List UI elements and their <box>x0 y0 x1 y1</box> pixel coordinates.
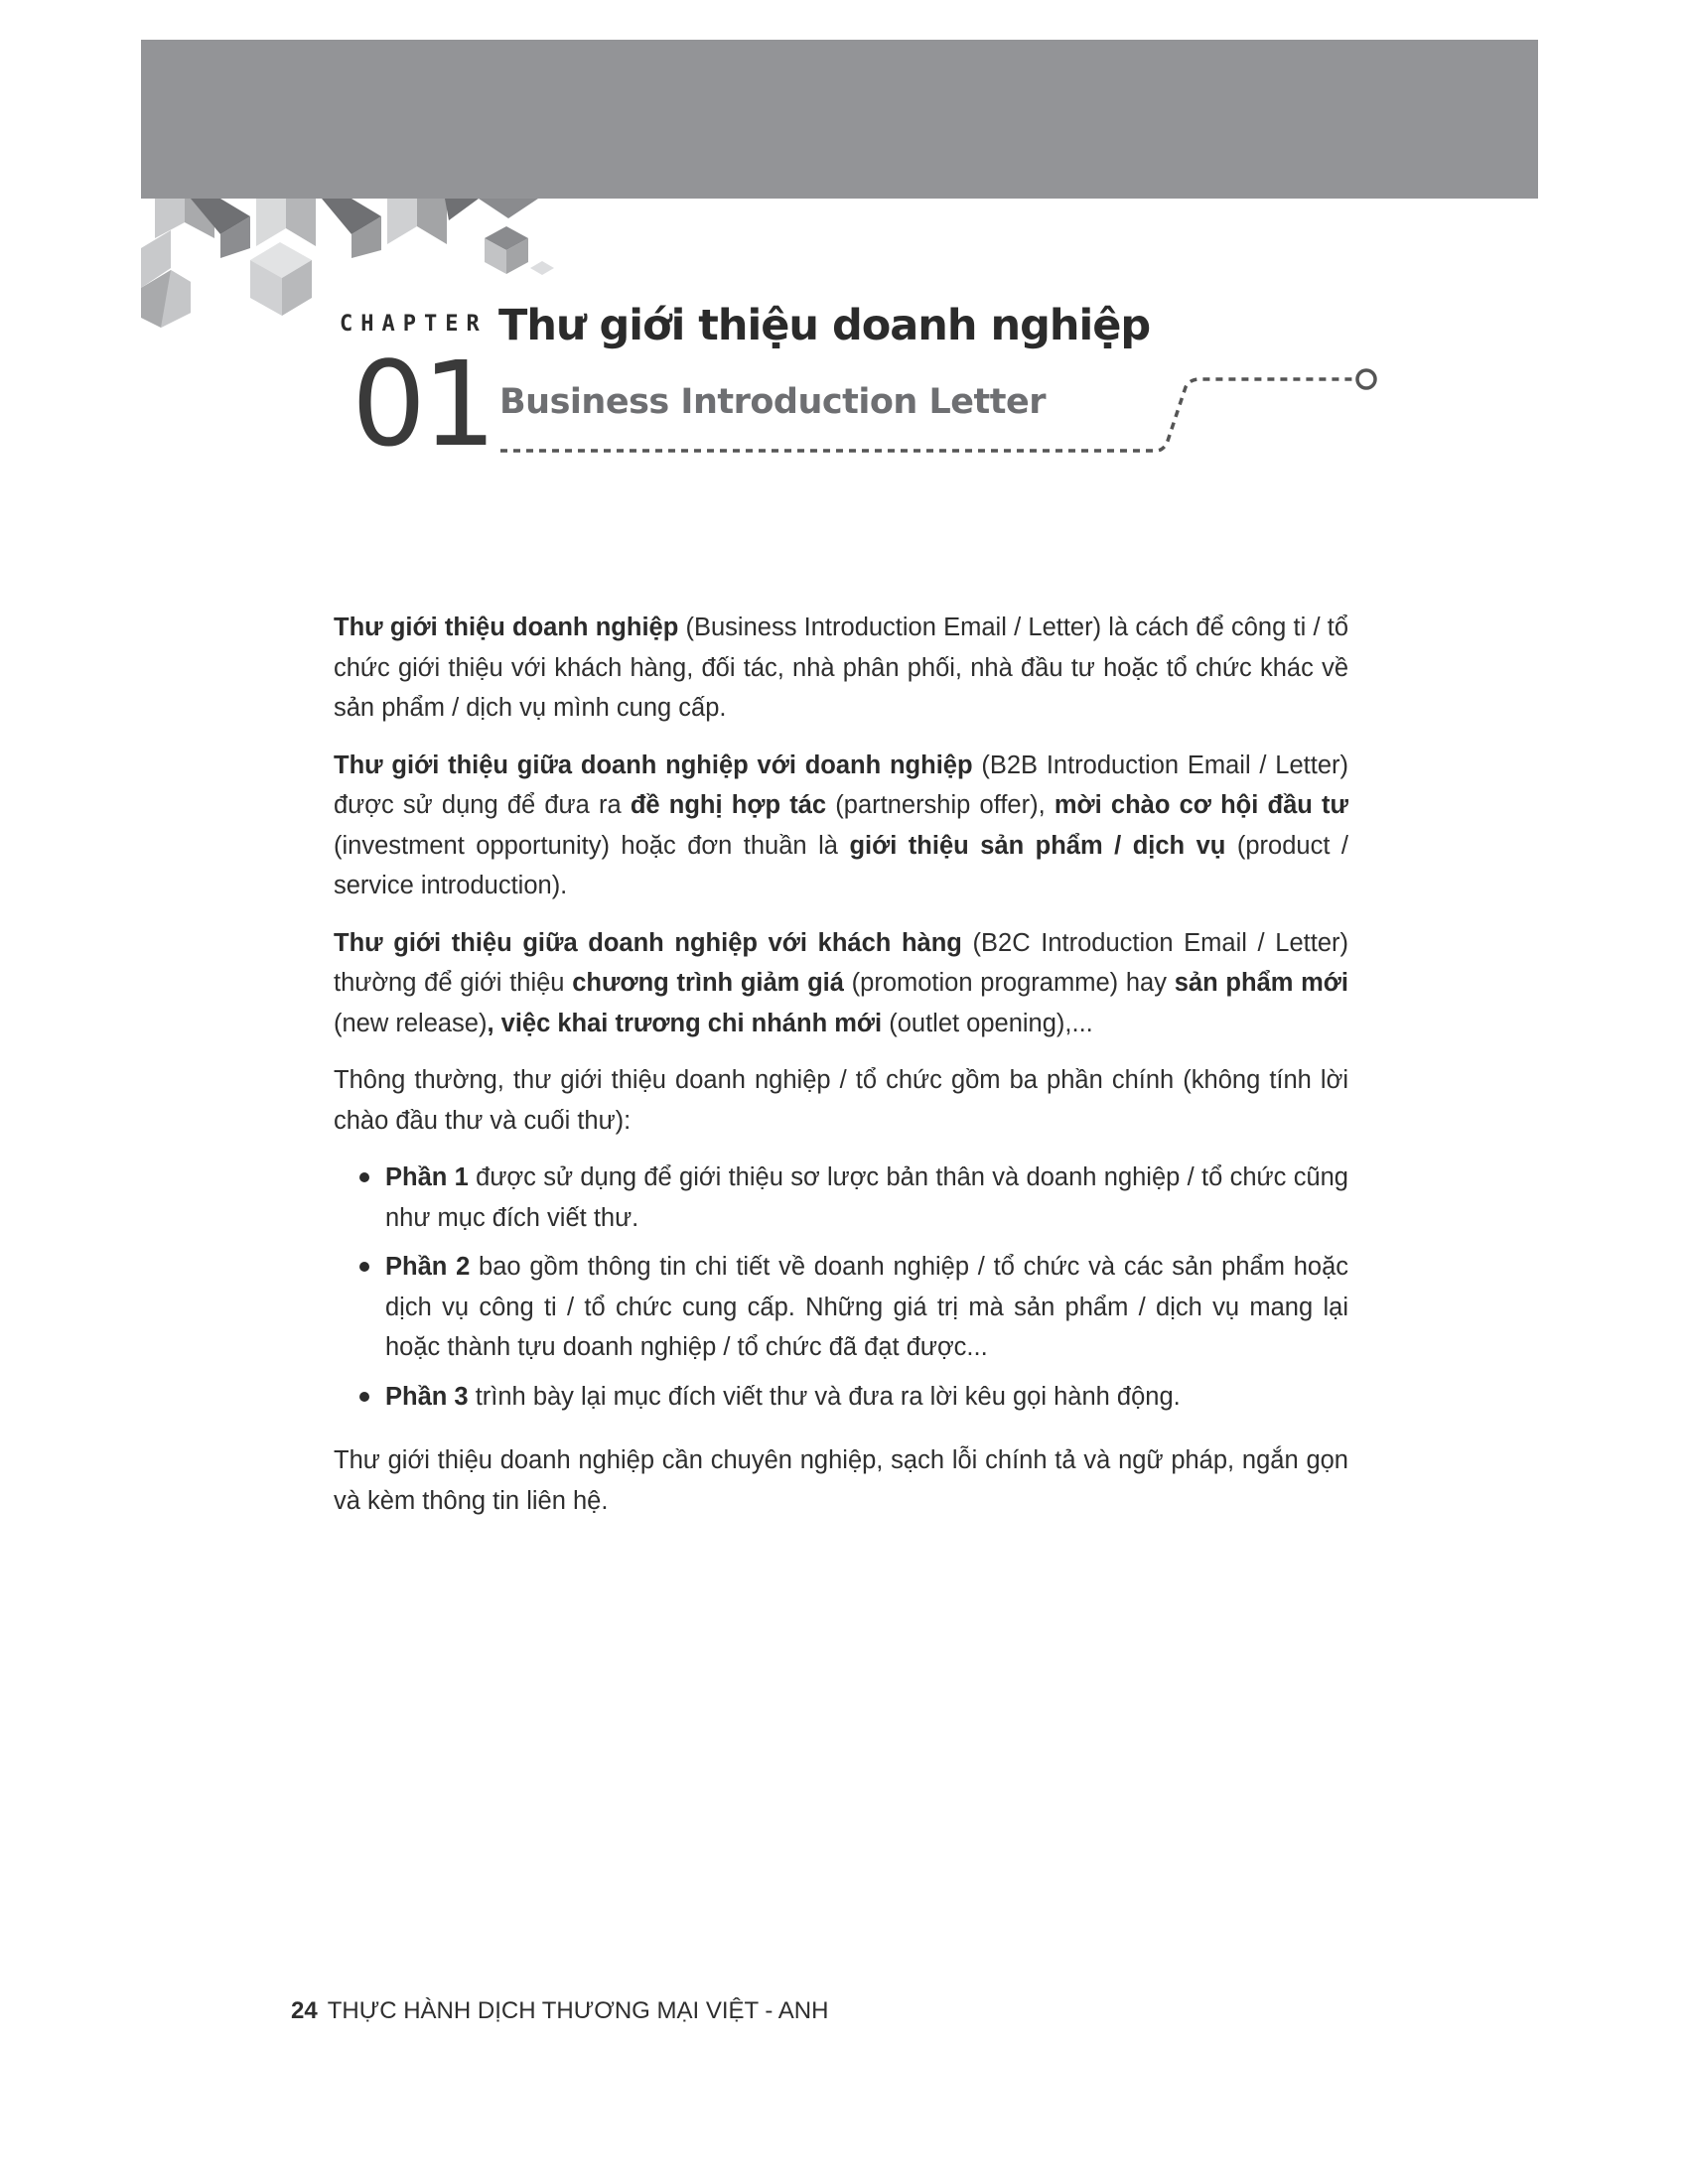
list-item-text: trình bày lại mục đích viết thư và đưa ra lời kêu gọi hành động. <box>468 1382 1181 1411</box>
bold-text: Thư giới thiệu giữa doanh nghiệp với doanh nghiệp <box>334 751 973 779</box>
chapter-title-vietnamese: Thư giới thiệu doanh nghiệp <box>498 301 1151 350</box>
chapter-number: 01 <box>352 336 493 473</box>
text-run: (product / service introduction). <box>334 831 1348 899</box>
main-content <box>334 608 1348 1538</box>
paragraph <box>334 1060 1348 1141</box>
parts-list <box>334 1158 1348 1417</box>
bold-text: Thư giới thiệu giữa doanh nghiệp với khách hàng <box>334 928 962 957</box>
book-title: THỰC HÀNH DỊCH THƯƠNG MẠI VIỆT - ANH <box>327 1997 829 2024</box>
list-item <box>385 1377 1348 1418</box>
closing-paragraph: Thư giới thiệu doanh nghiệp cần chuyên nghiệp, sạch lỗi chính tả và ngữ pháp, ngắn gọn và kèm thông tin liên hệ. <box>334 1446 1348 1515</box>
bold-text: mời chào cơ hội đầu tư <box>1054 791 1348 819</box>
list-item-label: Phần 3 <box>385 1382 469 1411</box>
text-run: (investment opportunity) hoặc đơn thuần là <box>334 831 850 860</box>
text-run: (partnership offer), <box>826 791 1055 819</box>
header-band <box>141 40 1538 199</box>
list-item <box>385 1247 1348 1368</box>
text-run: (outlet opening),... <box>882 1009 1093 1037</box>
paragraph <box>334 746 1348 906</box>
bold-text: Thư giới thiệu doanh nghiệp <box>334 614 679 641</box>
bold-text: chương trình giảm giá <box>572 969 844 997</box>
line-end-circle-icon <box>1357 370 1375 388</box>
bold-text: sản phẩm mới <box>1174 969 1348 997</box>
list-item <box>385 1158 1348 1238</box>
bold-text: đề nghị hợp tác <box>630 791 827 819</box>
text-run: Thông thường, thư giới thiệu doanh nghiệp / tổ chức gồm ba phần chính (không tính lời chào đầu thư và cuối thư): <box>334 1066 1348 1135</box>
list-item-text: được sử dụng để giới thiệu sơ lược bản thân và doanh nghiệp / tổ chức cũng như mục đích viết thư. <box>385 1163 1348 1232</box>
text-run: (new release) <box>334 1009 488 1037</box>
list-item-text: bao gồm thông tin chi tiết về doanh nghiệp / tổ chức và các sản phẩm hoặc dịch vụ công ti / tổ chức cung cấp. Những giá trị mà sản phẩm / dịch vụ mang lại hoặc thành tựu doanh nghiệp / tổ chức đã đạt được... <box>385 1253 1348 1361</box>
bold-text: giới thiệu sản phẩm / dịch vụ <box>849 831 1226 860</box>
text-run: (B2C Introduction Email / Letter) thường để giới thiệu <box>334 928 1348 997</box>
chapter-label: CHAPTER <box>340 312 488 337</box>
list-item-label: Phần 2 <box>385 1253 471 1281</box>
paragraph <box>334 923 1348 1044</box>
chapter-title-english: Business Introduction Letter <box>499 382 1046 422</box>
page-footer <box>291 1997 828 2025</box>
text-run: (B2B Introduction Email / Letter) được sử dụng để đưa ra <box>334 751 1349 819</box>
dotted-line-decoration <box>496 357 1390 457</box>
paragraph <box>334 608 1348 729</box>
text-run: (Business Introduction Email / Letter) là cách để công ti / tổ chức giới thiệu với khách hàng, đối tác, nhà phân phối, nhà đầu tư hoặc tổ chức khác về sản phẩm / dịch vụ mình cung cấp. <box>334 614 1348 722</box>
text-run: (promotion programme) hay <box>843 969 1175 997</box>
bold-text: , việc khai trương chi nhánh mới <box>487 1009 883 1037</box>
page-number: 24 <box>291 1997 318 2024</box>
list-item-label: Phần 1 <box>385 1163 469 1191</box>
